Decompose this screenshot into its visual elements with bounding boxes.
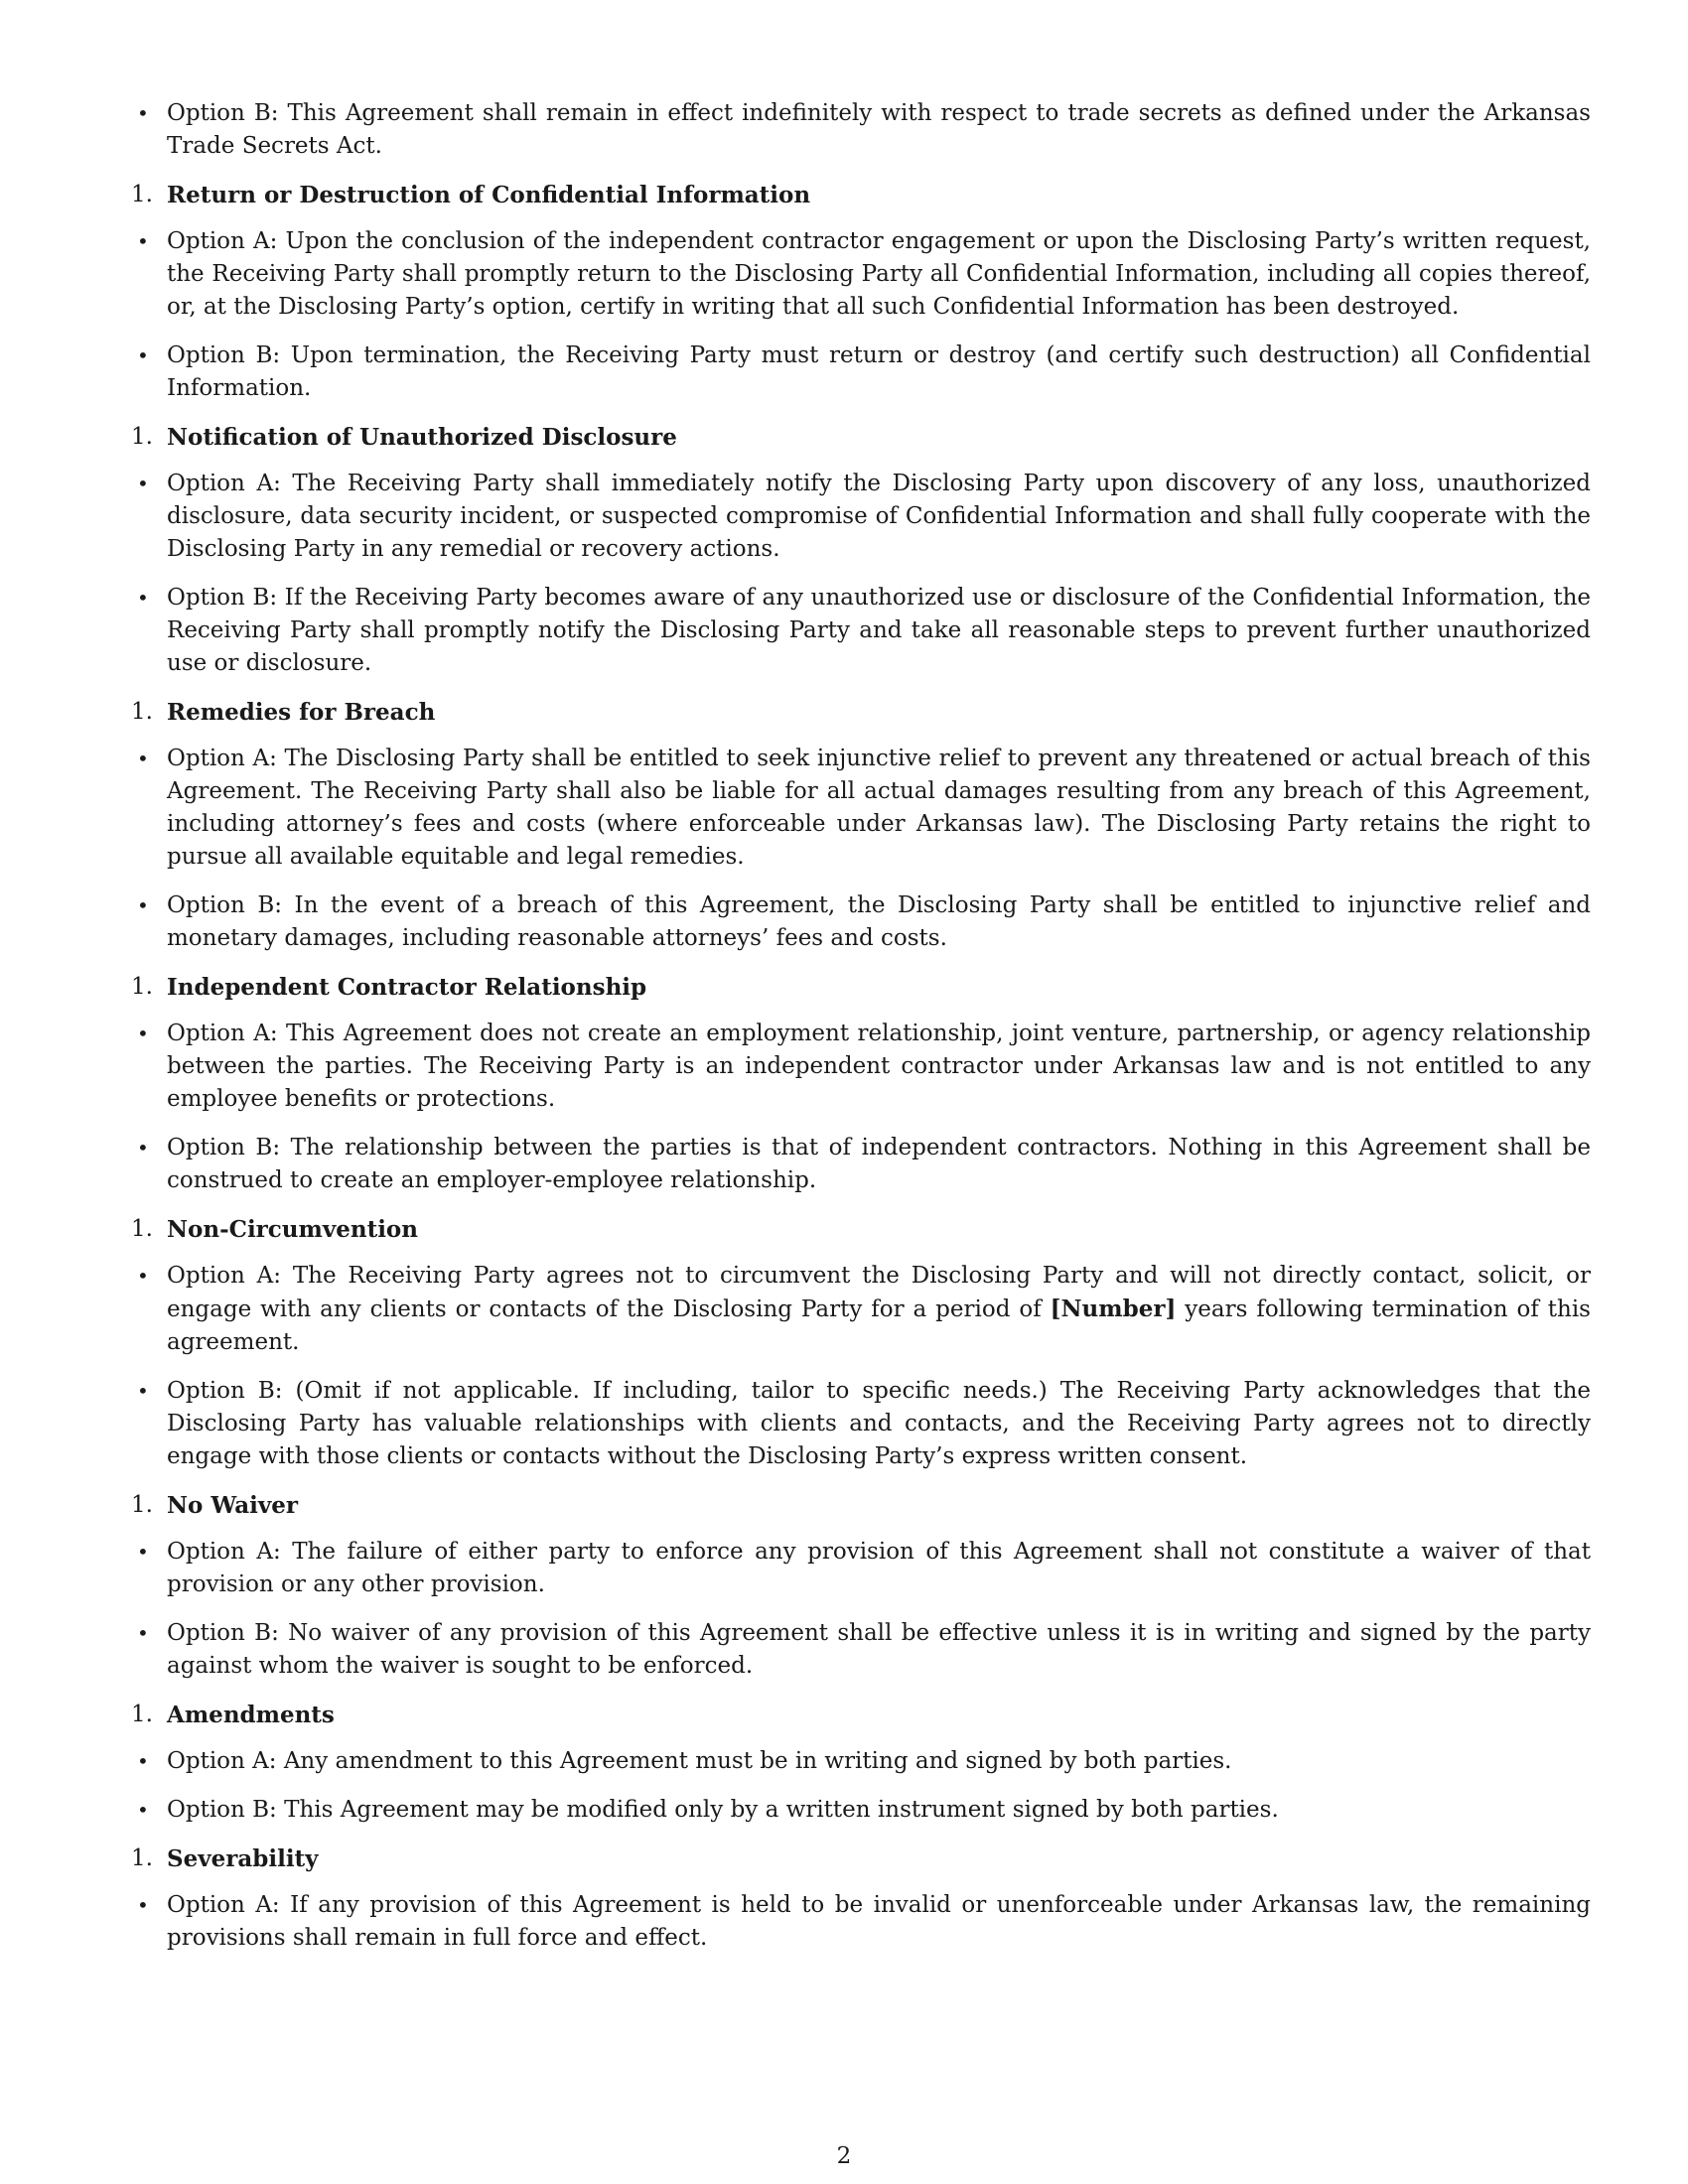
option-item [131, 1617, 1591, 1683]
option-item [131, 743, 1591, 874]
section-number: 1. [131, 699, 153, 725]
option-item [131, 1132, 1591, 1197]
section-heading [131, 421, 1591, 454]
option-item [131, 1745, 1591, 1778]
option-text: Option B: This Agreement may be modified only by a written instrument signed by both parties. [167, 1797, 1279, 1823]
option-text: Option A: If any provision of this Agreement is held to be invalid or unenforceable under Arkansas law, the remaining provisions shall remain in full force and effect. [167, 1892, 1591, 1951]
section-title: Remedies for Breach [167, 699, 436, 726]
option-item [131, 582, 1591, 680]
option-text: Option B: This Agreement shall remain in effect indefinitely with respect to trade secrets as defined under the Arkansas Trade Secrets Act. [167, 100, 1591, 159]
option-item [131, 1260, 1591, 1359]
section-heading [131, 1489, 1591, 1522]
option-text: Option A: Any amendment to this Agreement must be in writing and signed by both parties. [167, 1748, 1232, 1774]
section-number: 1. [131, 1492, 153, 1518]
option-text: Option A: The Receiving Party shall immediately notify the Disclosing Party upon discovery of any loss, unauthorized disclosure, data security incident, or suspected compromise of Confidential Information and shall fully cooperate with the Disclosing Party in any remedial or recovery actions. [167, 471, 1591, 562]
section-heading [131, 1699, 1591, 1731]
section-number: 1. [131, 974, 153, 1000]
section-heading [131, 971, 1591, 1004]
section-title: Independent Contractor Relationship [167, 974, 647, 1001]
option-text: Option B: The relationship between the parties is that of independent contractors. Nothing in this Agreement shall be construed to create an employer-employee relationship. [167, 1135, 1591, 1193]
section-heading [131, 179, 1591, 211]
option-text: Option A: The failure of either party to enforce any provision of this Agreement shall not constitute a waiver of that provision or any other provision. [167, 1539, 1591, 1597]
option-text: Option A: Upon the conclusion of the independent contractor engagement or upon the Disclosing Party’s written request, the Receiving Party shall promptly return to the Disclosing Party all Confidential Information, including all copies thereof, or, at the Disclosing Party’s option, certify in writing that all such Confidential Information has been destroyed. [167, 228, 1591, 320]
section-number: 1. [131, 1845, 153, 1871]
section-number: 1. [131, 424, 153, 450]
option-item [131, 1889, 1591, 1955]
section-title: Notification of Unauthorized Disclosure [167, 424, 677, 451]
section-heading [131, 696, 1591, 729]
option-item [131, 1794, 1591, 1827]
option-text: Option A: This Agreement does not create an employment relationship, joint venture, partnership, or agency relationship between the parties. The Receiving Party is an independent contractor under Arkansas law and is not entitled to any employee benefits or protections. [167, 1021, 1591, 1112]
option-item [131, 1375, 1591, 1473]
option-item [131, 889, 1591, 955]
section-number: 1. [131, 1702, 153, 1727]
section-number: 1. [131, 182, 153, 207]
page-number: 2 [836, 2143, 852, 2169]
section-title: Amendments [167, 1702, 335, 1728]
section-number: 1. [131, 1216, 153, 1242]
option-item [131, 225, 1591, 324]
document-body [131, 97, 1591, 1971]
section-title: Severability [167, 1845, 319, 1872]
section-heading [131, 1843, 1591, 1875]
section-heading [131, 1213, 1591, 1246]
section-title: Return or Destruction of Confidential Information [167, 182, 811, 208]
option-item [131, 1536, 1591, 1601]
option-text: Option B: (Omit if not applicable. If including, tailor to specific needs.) The Receiving Party acknowledges that the Disclosing Party has valuable relationships with clients and contacts, and the Receiving Party agrees not to directly engage with those clients or contacts without the Disclosing Party’s express written consent. [167, 1378, 1591, 1469]
option-text: Option B: No waiver of any provision of this Agreement shall be effective unless it is in writing and signed by the party against whom the waiver is sought to be enforced. [167, 1620, 1591, 1679]
option-item [131, 1018, 1591, 1116]
option-item [131, 340, 1591, 405]
option-text: Option A: The Disclosing Party shall be entitled to seek injunctive relief to prevent any threatened or actual breach of this Agreement. The Receiving Party shall also be liable for all actual damages resulting from any breach of this Agreement, including attorney’s fees and costs (where enforceable under Arkansas law). The Disclosing Party retains the right to pursue all available equitable and legal remedies. [167, 746, 1591, 870]
option-item [131, 468, 1591, 566]
option-item [131, 97, 1591, 163]
option-text: Option B: If the Receiving Party becomes aware of any unauthorized use or disclosure of the Confidential Information, the Receiving Party shall promptly notify the Disclosing Party and take all reasonable steps to prevent further unauthorized use or disclosure. [167, 585, 1591, 676]
placeholder-number: [Number] [1050, 1296, 1177, 1322]
section-title: No Waiver [167, 1492, 298, 1519]
option-text: Option B: Upon termination, the Receiving Party must return or destroy (and certify such destruction) all Confidential Information. [167, 342, 1591, 401]
option-text: Option A: The Receiving Party agrees not to circumvent the Disclosing Party and will not directly contact, solicit, or engage with any clients or contacts of the Disclosing Party for a period of [Number] years following termination of this agreement. [167, 1263, 1591, 1355]
option-text: Option B: In the event of a breach of this Agreement, the Disclosing Party shall be entitled to injunctive relief and monetary damages, including reasonable attorneys’ fees and costs. [167, 892, 1591, 951]
section-title: Non-Circumvention [167, 1216, 418, 1243]
